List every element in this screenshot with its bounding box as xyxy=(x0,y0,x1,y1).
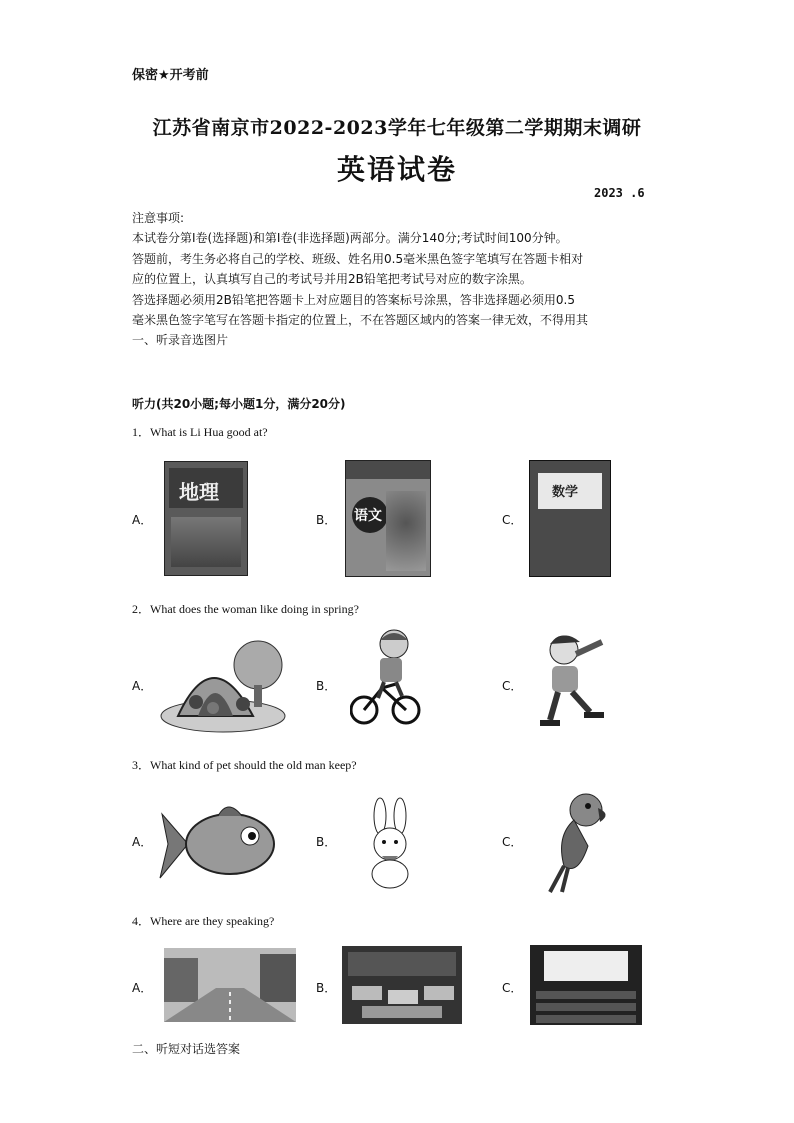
option-label: C． xyxy=(502,513,523,527)
parrot-image xyxy=(528,786,612,894)
question-4-text: 4．Where are they speaking? xyxy=(132,914,275,928)
street-photo xyxy=(164,948,296,1022)
cinema-photo xyxy=(530,945,642,1025)
geography-book-image xyxy=(164,461,248,576)
exam-date: 2023 .6 xyxy=(594,186,645,200)
option-label: A． xyxy=(132,981,153,995)
exam-subtitle: 英语试卷 xyxy=(336,153,457,186)
section-heading-part1: 一、听录音选图片 xyxy=(132,333,229,347)
notice-line: 答题前，考生务必将自己的学校、班级、姓名用0.5毫米黑色签字笔填写在答题卡相对 xyxy=(132,251,584,266)
exam-title: 江苏省南京市2022-2023学年七年级第二学期期末调研 xyxy=(152,117,642,139)
question-2-text: 2．What does the woman like doing in spring? xyxy=(132,602,359,616)
math-book-image xyxy=(529,460,611,577)
option-label: C． xyxy=(502,835,523,849)
option-label: A． xyxy=(132,679,153,693)
confidential-label: 保密★开考前 xyxy=(132,68,209,83)
option-label: C． xyxy=(502,679,523,693)
option-label: C． xyxy=(502,981,523,995)
restaurant-photo xyxy=(342,946,462,1024)
skating-girl-image xyxy=(530,628,610,736)
rabbit-image xyxy=(360,796,420,892)
listening-heading: 听力(共20小题;每小题1分，满分20分) xyxy=(132,397,346,411)
notice-line: 本试卷分第Ⅰ卷(选择题)和第Ⅰ卷(非选择题)两部分。满分140分;考试时间100分钟。 xyxy=(132,231,568,245)
question-1-text: 1．What is Li Hua good at? xyxy=(132,425,268,439)
notice-line: 应的位置上，认真填写自己的考试号并用2B铅笔把考试号对应的数字涂黑。 xyxy=(132,272,532,286)
book-title: 语文 xyxy=(354,508,382,524)
camping-picnic-image xyxy=(158,630,288,734)
option-label: B． xyxy=(316,835,337,849)
notice-block xyxy=(132,228,664,331)
cycling-boy-image xyxy=(350,626,422,726)
notice-line: 答选择题必须用2B铅笔把答题卡上对应题目的答案标号涂黑，答非选择题必须用0.5 xyxy=(132,292,575,307)
option-label: A． xyxy=(132,835,153,849)
notice-heading: 注意事项: xyxy=(132,211,185,225)
option-label: B． xyxy=(316,981,337,995)
option-label: B． xyxy=(316,679,337,693)
notice-line: 毫米黑色签字笔写在答题卡指定的位置上，不在答题区域内的答案一律无效，不得用其 xyxy=(132,313,589,327)
section-heading-part2: 二、听短对话选答案 xyxy=(132,1042,241,1056)
question-3-text: 3．What kind of pet should the old man keep? xyxy=(132,758,357,772)
book-title: 地理 xyxy=(179,480,219,504)
option-label: A． xyxy=(132,513,153,527)
chinese-book-image xyxy=(345,460,431,577)
goldfish-image xyxy=(158,794,280,894)
option-label: B． xyxy=(316,513,337,527)
book-title: 数学 xyxy=(552,485,579,500)
